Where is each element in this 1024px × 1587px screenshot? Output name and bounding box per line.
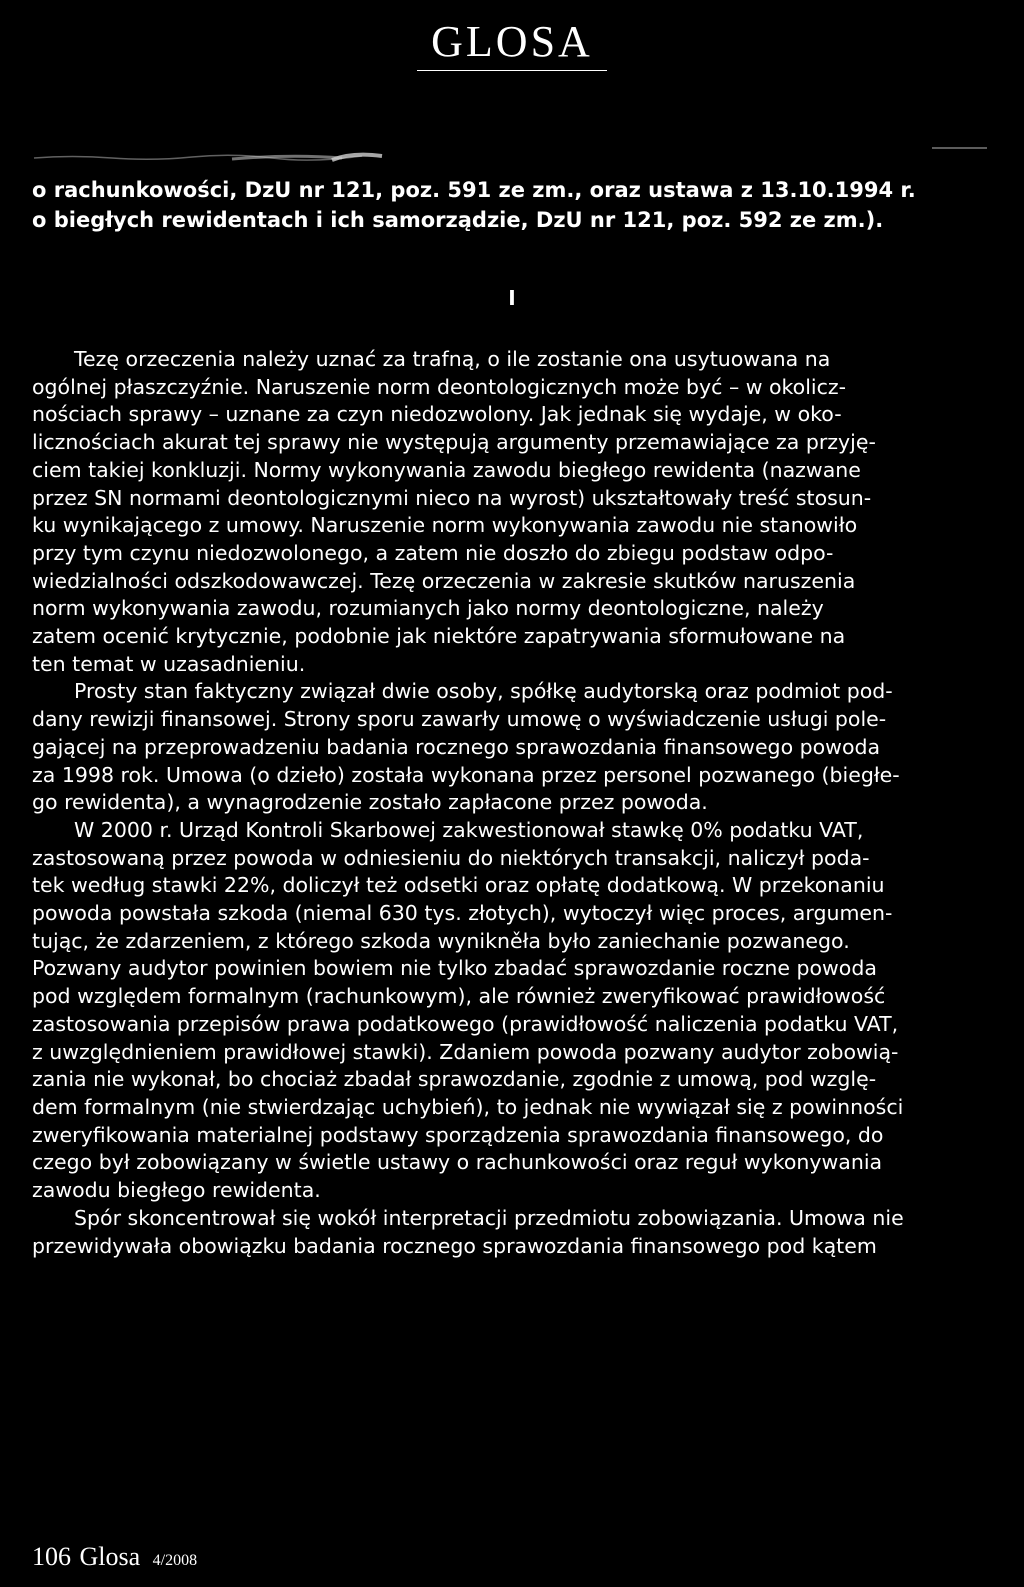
- body-line: dem formalnym (nie stwierdzając uchybień), to jednak nie wywiązał się z powinności: [32, 1094, 904, 1119]
- body-line: powoda powstała szkoda (niemal 630 tys. złotych), wytoczył więc proces, argumen-: [32, 901, 893, 926]
- body-line: dany rewizji finansowej. Strony sporu zawarły umowę o wyświadczenie usługi pole-: [32, 707, 887, 732]
- footer-issue: 4/2008: [152, 1552, 198, 1569]
- body-line: przez SN normami deontologicznymi nieco na wyrost) ukształtowały treść stosun-: [32, 485, 872, 510]
- header-continuation: [32, 175, 994, 235]
- body-line: pod względem formalnym (rachunkowym), ale również zweryfikować prawidłowość: [32, 984, 886, 1009]
- body-line: zastosowaną przez powoda w odniesieniu do niektórych transakcji, naliczył poda-: [32, 845, 870, 870]
- body-line: zatem ocenić krytycznie, podobnie jak niektóre zapatrywania sformułowane na: [32, 624, 846, 649]
- body-line: za 1998 rok. Umowa (o dzieło) została wykonana przez personel pozwanego (biegłe-: [32, 762, 900, 787]
- body-line: ten temat w uzasadnieniu.: [32, 651, 306, 676]
- body-line: gającej na przeprowadzeniu badania rocznego sprawozdania finansowego powoda: [32, 734, 881, 759]
- journal-title: GLOSA: [417, 18, 607, 71]
- header-line: o rachunkowości, DzU nr 121, poz. 591 ze zm., oraz ustawa z 13.10.1994 r.: [32, 178, 916, 202]
- body-line: Pozwany audytor powinien bowiem nie tylko zbadać sprawozdanie roczne powoda: [32, 956, 877, 981]
- footer-journal-name: Glosa: [79, 1542, 141, 1571]
- section-heading: I: [508, 286, 516, 310]
- body-line: zweryfikowania materialnej podstawy sporządzenia sprawozdania finansowego, do: [32, 1122, 884, 1147]
- body-line: zawodu biegłego rewidenta.: [32, 1178, 321, 1203]
- body-line: norm wykonywania zawodu, rozumianych jako normy deontologiczne, należy: [32, 596, 824, 621]
- body-line: przy tym czynu niedozwolonego, a zatem nie doszło do zbiegu podstaw odpo-: [32, 540, 834, 565]
- body-line: tek według stawki 22%, doliczył też odsetki oraz opłatę dodatkową. W przekonaniu: [32, 873, 885, 898]
- page-number: 106: [32, 1542, 71, 1571]
- body-line: Tezę orzeczenia należy uznać za trafną, o ile zostanie ona usytuowana na: [74, 347, 831, 371]
- body-line: Prosty stan faktyczny związał dwie osoby, spółkę audytorską oraz podmiot pod-: [74, 679, 893, 704]
- header-line: o biegłych rewidentach i ich samorządzie, DzU nr 121, poz. 592 ze zm.).: [32, 208, 884, 232]
- body-line: tując, że zdarzeniem, z którego szkoda wynikněła było zaniechanie pozwanego.: [32, 928, 850, 953]
- body-line: czego był zobowiązany w świetle ustawy o rachunkowości oraz reguł wykonywania: [32, 1150, 883, 1175]
- masthead: [0, 18, 1024, 71]
- body-line: ciem takiej konkluzji. Normy wykonywania zawodu biegłego rewidenta (nazwane: [32, 457, 861, 482]
- body-line: W 2000 r. Urząd Kontroli Skarbowej zakwestionował stawkę 0% podatku VAT,: [74, 817, 864, 842]
- body-line: przewidywała obowiązku badania rocznego sprawozdania finansowego pod kątem: [32, 1233, 877, 1258]
- scan-artifact: [32, 146, 992, 170]
- body-line: zania nie wykonał, bo chociaż zbadał sprawozdanie, zgodnie z umową, pod wzglę-: [32, 1067, 877, 1092]
- body-line: Spór skoncentrował się wokół interpretacji przedmiotu zobowiązania. Umowa nie: [74, 1205, 904, 1230]
- body-line: ogólnej płaszczyźnie. Naruszenie norm deontologicznych może być – w okolicz-: [32, 374, 847, 399]
- body-line: wiedzialności odszkodowawczej. Tezę orzeczenia w zakresie skutków naruszenia: [32, 568, 856, 593]
- body-line: nościach sprawy – uznane za czyn niedozwolony. Jak jednak się wydaje, w oko-: [32, 402, 842, 427]
- body-line: zastosowania przepisów prawa podatkowego (prawidłowość naliczenia podatku VAT,: [32, 1011, 899, 1036]
- body-line: z uwzględnieniem prawidłowej stawki). Zdaniem powoda pozwany audytor zobowią-: [32, 1039, 899, 1064]
- body-line: ku wynikającego z umowy. Naruszenie norm wykonywania zawodu nie stanowiło: [32, 513, 858, 538]
- body-line: go rewidenta), a wynagrodzenie zostało zapłacone przez powoda.: [32, 790, 708, 815]
- article-body: [32, 346, 1008, 1260]
- body-line: licznościach akurat tej sprawy nie występują argumenty przemawiające za przyję-: [32, 430, 876, 455]
- page-footer: [32, 1542, 197, 1576]
